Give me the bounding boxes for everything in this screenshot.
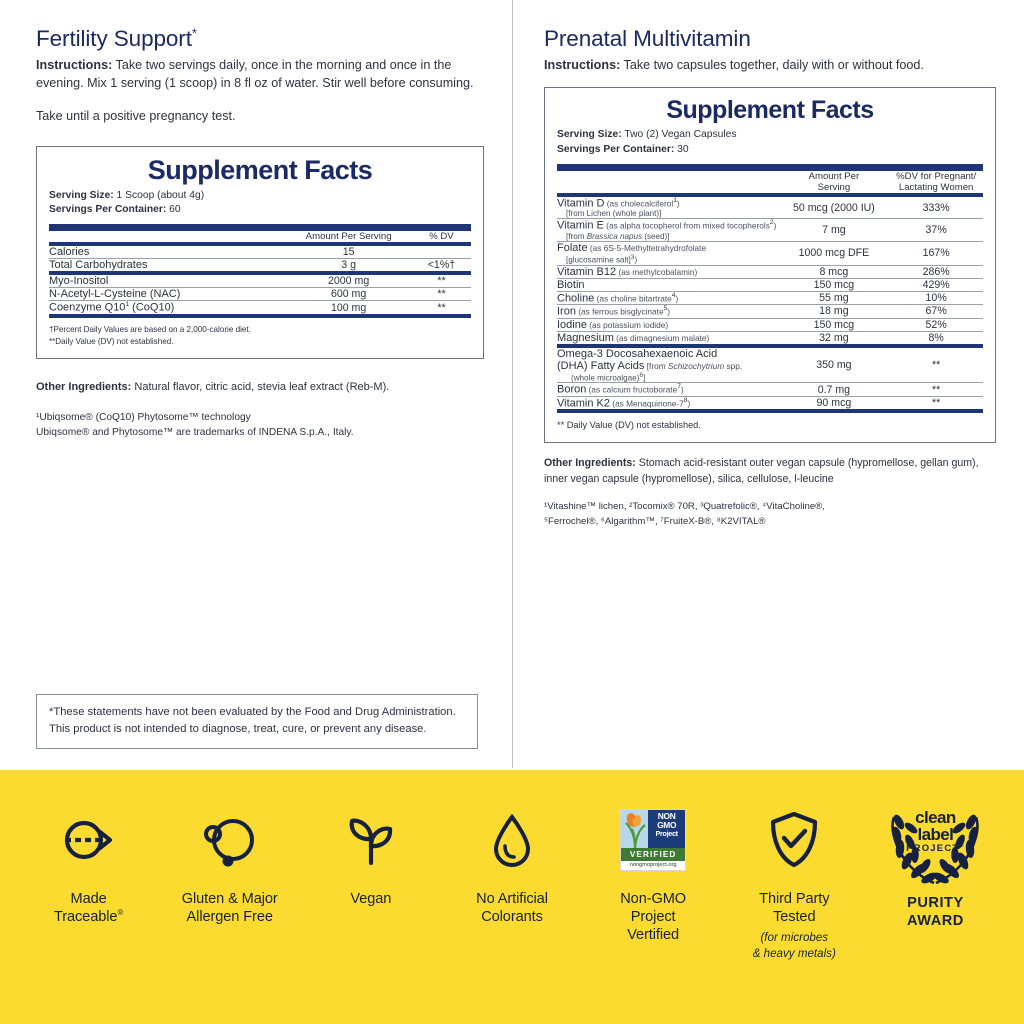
trademark-line-1: ¹Vitashine™ lichen, ²Tocomix® 70R, ³Quatrefolic®, ⁴VitaCholine®,	[544, 501, 825, 513]
badge-made-traceable	[18, 804, 159, 926]
nutrient-name: Iron	[557, 305, 576, 318]
table-row	[557, 305, 983, 318]
table-row	[557, 219, 983, 241]
row-vitamin-e	[557, 219, 983, 241]
take-until-note: Take until a positive pregnancy test.	[36, 109, 236, 124]
nutrition-rows-group1b	[49, 259, 471, 271]
nutrient-dv: **	[437, 275, 446, 288]
wheat-free-icon	[201, 804, 259, 876]
badge-vegan	[300, 804, 441, 908]
seal-butterfly-panel	[621, 810, 648, 848]
badge-label	[620, 890, 686, 945]
header-blank	[49, 231, 285, 242]
row-boron	[557, 383, 983, 396]
water-droplet-icon	[490, 804, 534, 876]
seal-verified-band: VERIFIED	[621, 848, 685, 861]
table-row	[49, 275, 471, 287]
supplement-facts-panel-right	[544, 87, 996, 443]
servings-per-container-line	[49, 203, 471, 217]
nutrient-source-tail: )	[687, 398, 691, 409]
row-vitamin-d	[557, 197, 983, 219]
nutrient-source-detail: [from Lichen (whole plant)]	[566, 209, 662, 219]
disclaimer-line-2: This product is not intended to diagnose, treat, cure, or prevent any disease.	[49, 722, 427, 735]
nutrition-rows-group2c	[49, 301, 471, 314]
clean-label-word-clean: clean	[915, 808, 956, 827]
nutrient-source-tail: )	[676, 198, 680, 209]
instructions-text: Take two capsules together, daily with or without food.	[620, 57, 924, 72]
nutrient-source-tail: )	[680, 384, 684, 395]
seal-top	[621, 810, 685, 848]
footnote-marker: 2	[769, 219, 774, 227]
table-row	[557, 279, 983, 291]
trademark-line-2: Ubiqsome® and Phytosome™ are trademarks of INDENA S.p.A., Italy.	[36, 426, 354, 438]
footnote-dv-not-established: ** Daily Value (DV) not established.	[557, 420, 701, 431]
prenatal-multivitamin-column	[512, 0, 1024, 529]
badge-label-line2: Allergen Free	[186, 909, 273, 926]
nutrient-dv: 37%	[925, 224, 947, 237]
table-row	[557, 319, 983, 331]
trademark-line-2: ⁵Ferrochel®, ⁶Algarithm™, ⁷FruiteX-B®, ⁸K2VITAL®	[544, 515, 766, 527]
table-header-row	[557, 171, 983, 193]
nutrient-dv: **	[932, 358, 941, 371]
supplement-facts-title: Supplement Facts	[666, 96, 874, 125]
supplement-facts-panel-left	[36, 146, 484, 359]
nutrient-source-tail: )	[667, 306, 671, 317]
nutrition-rows-group2a	[49, 275, 471, 287]
nutrient-amount: 15	[342, 246, 355, 259]
detail-italic: Brassica napus	[586, 231, 643, 241]
row-omega3-dha	[557, 348, 983, 383]
serving-size-value: 1 Scoop (about 4g)	[113, 189, 205, 201]
shield-check-icon	[768, 804, 820, 876]
row-biotin	[557, 279, 983, 291]
badge-gluten-allergen-free	[159, 804, 300, 926]
badge-label	[350, 890, 391, 908]
badge-label-line1: Made	[70, 891, 107, 907]
serving-size-line	[49, 189, 471, 203]
table-row	[49, 259, 471, 271]
badge-label-line3: Vertified	[627, 927, 680, 944]
table-row	[557, 197, 983, 219]
traceable-arrow-icon	[57, 804, 121, 876]
header-amount-line2: Serving	[817, 181, 851, 193]
footer-bar	[557, 409, 983, 413]
nutrition-rows-group2b	[49, 288, 471, 300]
other-ingredients-label: Other Ingredients:	[544, 457, 636, 470]
table-row	[557, 242, 983, 265]
table-row	[557, 397, 983, 410]
badge-clean-label-purity-award	[865, 804, 1006, 930]
clean-label-word-label: label	[917, 824, 954, 844]
nutrient-dv: 429%	[922, 278, 950, 291]
footnote-marker: 1	[125, 301, 130, 309]
source-detail	[557, 372, 779, 383]
nutrient-amount: 0.7 mg	[817, 383, 851, 396]
nutrient-source: (as methylcobalamin)	[616, 266, 698, 277]
footnote-marker: 1	[673, 196, 677, 204]
detail-post: (seed)]	[642, 231, 670, 241]
seal-line-project: Project	[655, 828, 678, 838]
other-ingredients-right	[544, 456, 996, 487]
nutrient-name: Vitamin E	[557, 219, 604, 232]
source-post: spp.	[724, 360, 743, 371]
registered-mark: ®	[959, 843, 965, 850]
other-ingredients-text: Stomach acid-resistant outer vegan capsule (hypromellose, gellan gum), inner vegan capsule (hypromellose), silica, cellulose, l-leucine	[544, 457, 979, 485]
table-row	[557, 266, 983, 278]
nutrient-name: Calories	[49, 246, 90, 259]
header-bar	[557, 164, 983, 171]
nutrient-source: (as cholecalciferol	[604, 198, 674, 209]
instructions-left	[36, 56, 484, 93]
fda-disclaimer-box	[36, 694, 478, 749]
header-bar	[49, 224, 471, 231]
badge-label-line1: No Artificial	[476, 891, 548, 907]
badge-sublabel-line1: (for microbes	[760, 931, 829, 945]
table-row	[557, 348, 983, 383]
nutrient-source-tail: )	[675, 293, 679, 304]
row-magnesium	[557, 332, 983, 344]
instructions-label: Instructions:	[544, 57, 621, 72]
header-percent-dv: % DV	[429, 231, 454, 243]
page-title-right: Prenatal Multivitamin	[544, 26, 751, 51]
seal-text-panel	[648, 810, 685, 848]
nutrient-name: Choline	[557, 292, 595, 305]
badge-sublabel	[753, 930, 836, 960]
nutrient-amount: 1000 mcg DFE	[798, 247, 870, 260]
table-row	[49, 301, 471, 314]
nutrient-name: Iodine	[557, 318, 587, 331]
badge-non-gmo-project-verified	[583, 804, 724, 945]
non-gmo-seal-icon	[620, 804, 686, 876]
nutrient-name: Vitamin D	[557, 197, 605, 210]
detail-post: )	[634, 255, 638, 265]
supplement-facts-title: Supplement Facts	[147, 154, 373, 185]
badge-label-line1: Gluten & Major	[181, 891, 278, 907]
servings-per-container-line	[557, 143, 983, 157]
nutrient-dv: **	[932, 383, 941, 396]
nutrient-amount: 100 mg	[330, 301, 367, 314]
header-dv-line1: %DV for Pregnant/	[896, 170, 977, 182]
nutrient-dv: 10%	[925, 291, 947, 304]
table-row	[49, 288, 471, 300]
nutrient-source: (as Menaquinone-7	[610, 398, 684, 409]
badge-sublabel-line2: & heavy metals)	[752, 946, 836, 960]
badge-third-party-tested	[724, 804, 865, 961]
header-amount-per-serving	[779, 171, 890, 193]
nutrient-name: Myo-Inositol	[49, 275, 109, 288]
row-choline	[557, 292, 983, 305]
nutrition-table-right-header	[557, 171, 983, 193]
badge-label	[54, 890, 123, 926]
badge-label-line1: PURITY	[907, 895, 964, 911]
badge-label-line2: Project	[630, 909, 676, 926]
nutrient-source: (as dimagnesium malate)	[613, 332, 710, 343]
footnote-marker: 7	[677, 383, 681, 391]
footnote-marker: 3	[630, 253, 635, 261]
nutrient-amount: 150 mcg	[813, 278, 855, 291]
project-text: PROJECT	[906, 843, 960, 855]
other-ingredients-text: Natural flavor, citric acid, stevia leaf extract (Reb-M).	[131, 380, 390, 393]
footnote-marker: 4	[671, 291, 676, 299]
source-pre: [from	[644, 360, 668, 371]
other-ingredients-label: Other Ingredients:	[36, 380, 132, 393]
butterfly-grass-graphic	[623, 810, 648, 848]
badge-label	[182, 890, 278, 926]
nutrient-source: (as choline bitartrate	[594, 293, 672, 304]
badge-label	[907, 894, 964, 930]
footnote-dv-not-established: **Daily Value (DV) not established.	[49, 337, 174, 347]
nutrient-dv: 333%	[922, 201, 950, 214]
product-title-text: Fertility Support	[36, 26, 192, 51]
nutrient-amount: 50 mcg (2000 IU)	[792, 201, 875, 214]
badge-label-line2: Traceable	[53, 909, 118, 926]
row-iodine	[557, 319, 983, 331]
nutrient-name: Total Carbohydrates	[49, 259, 148, 272]
nutrient-amount: 150 mcg	[813, 318, 855, 331]
nutrition-rows-group1	[49, 246, 471, 258]
nutrient-name: Folate	[557, 241, 588, 254]
nutrient-amount: 2000 mg	[327, 275, 370, 288]
badge-label-line1: Third Party	[759, 891, 830, 907]
nutrient-amount: 55 mg	[819, 291, 849, 304]
row-vitamin-b12	[557, 266, 983, 278]
seal-url: nongmoproject.org	[629, 862, 677, 868]
servings-label: Servings Per Container:	[49, 204, 167, 216]
nutrient-source: (as calcium fructoborate	[586, 384, 678, 395]
trademark-line-1: ¹Ubiqsome® (CoQ10) Phytosome™ technology	[36, 411, 251, 423]
fertility-support-column	[0, 0, 512, 440]
nutrient-source: (as ferrous bisglycinate	[575, 306, 664, 317]
table-row	[557, 332, 983, 344]
instructions-right	[544, 56, 996, 74]
nutrient-amount: 90 mcg	[816, 397, 852, 410]
badge-label-line1: Vegan	[350, 891, 392, 907]
nutrient-source-tail: )	[773, 220, 777, 231]
badge-label-line1: Non-GMO	[620, 891, 687, 907]
table-row	[557, 383, 983, 396]
detail-text: [glucosamine salt]	[566, 255, 631, 265]
nutrition-table-left	[49, 231, 471, 242]
nutrient-source: (as alpha tocopherol from mixed tocopherols	[603, 220, 770, 231]
header-amount-line1: Amount Per	[808, 170, 860, 182]
row-vitamin-k2	[557, 397, 983, 410]
nutrient-name: Vitamin K2	[557, 397, 610, 410]
badge-label	[476, 890, 548, 926]
nutrient-dv: **	[437, 288, 446, 301]
nutrient-source-detail	[557, 254, 779, 265]
nutrient-dv: **	[437, 301, 446, 314]
nutrient-name: Magnesium	[557, 331, 614, 344]
servings-value: 60	[166, 204, 181, 216]
badge-label-line2: Colorants	[481, 909, 543, 926]
nutrient-name: Biotin	[557, 278, 585, 291]
disclaimer-line-1: *These statements have not been evaluated by the Food and Drug Administration.	[49, 706, 456, 718]
nutrient-amount: 600 mg	[330, 288, 367, 301]
nutrient-source: (as potassium iodide)	[586, 319, 669, 330]
nutrient-dv: 67%	[925, 305, 947, 318]
instructions-label: Instructions:	[36, 57, 113, 72]
serving-size-label: Serving Size:	[49, 189, 114, 201]
nutrient-dv	[412, 246, 471, 258]
nutrient-name: Vitamin B12	[557, 265, 617, 278]
nutrient-dv: <1%†	[427, 259, 456, 272]
nutrient-dv: 286%	[922, 265, 950, 278]
nutrient-name-tail: (CoQ10)	[129, 301, 175, 314]
nutrient-name: Coenzyme Q10	[49, 301, 126, 314]
servings-value: 30	[674, 143, 689, 155]
header-percent-dv	[889, 171, 983, 193]
instructions-text: Take two servings daily, once in the morning and once in the evening. Mix 1 serving (1 scoop) in 8 fl oz of water. Stir well before consuming.	[36, 57, 474, 91]
spacer	[36, 92, 484, 107]
serving-size-line	[557, 128, 983, 142]
nutrient-source-detail	[557, 232, 779, 241]
badge-label-line2: AWARD	[907, 913, 964, 930]
nutrient-name-line1: Omega-3 Docosahexaenoic Acid	[557, 347, 718, 360]
row-folate	[557, 242, 983, 265]
footnote-marker: 5	[663, 305, 668, 313]
detail-text: (whole microalgae)	[571, 373, 640, 383]
clean-label-word-project	[879, 843, 991, 854]
clean-label-purity-award-icon	[879, 804, 991, 888]
nutrient-dv: 167%	[922, 247, 950, 260]
nutrient-name-line2: (DHA) Fatty Acids	[557, 359, 645, 372]
certification-badges-bar	[0, 770, 1024, 1024]
source-italic: Schizochytrium	[667, 360, 725, 371]
nutrient-amount: 3 g	[341, 259, 356, 272]
non-gmo-seal	[620, 809, 686, 871]
nutrient-name: Boron	[557, 383, 587, 396]
detail-pre: [from	[566, 231, 587, 241]
other-ingredients-left	[36, 380, 484, 396]
table-row	[557, 292, 983, 305]
footnote-daily-values: †Percent Daily Values are based on a 2,000-calorie diet.	[49, 324, 251, 334]
header-blank	[557, 171, 779, 193]
header-dv-line2: Lactating Women	[898, 181, 974, 193]
serving-size-label: Serving Size:	[557, 129, 622, 141]
plant-sprout-icon	[346, 804, 396, 876]
nutrient-source: (as 6S-5-Methyltetrahydrofolate	[587, 242, 707, 253]
nutrient-dv: 8%	[928, 331, 944, 344]
badge-label-line2: Tested	[773, 909, 816, 926]
registered-mark: ®	[117, 908, 124, 918]
table-header-row	[49, 231, 471, 242]
nutrient-amount: 32 mg	[819, 331, 849, 344]
nutrient-dv: 52%	[925, 318, 947, 331]
badge-no-artificial-colorants	[441, 804, 582, 926]
header-amount-per-serving: Amount Per Serving	[305, 231, 392, 243]
nutrient-amount: 8 mcg	[819, 265, 849, 278]
footnote-marker: 8	[683, 396, 688, 404]
servings-label: Servings Per Container:	[557, 143, 675, 155]
seal-line-gmo: GMO	[657, 819, 677, 830]
nutrient-name: N-Acetyl-L-Cysteine (NAC)	[49, 288, 181, 301]
nutrient-amount: 350 mg	[816, 358, 852, 371]
page-title-left	[36, 26, 484, 52]
asterisk-mark: *	[191, 25, 197, 41]
badge-label	[759, 890, 829, 926]
row-iron	[557, 305, 983, 318]
nutrient-amount: 18 mg	[819, 305, 849, 318]
footnote-marker: 6	[639, 371, 644, 379]
footer-bar	[49, 314, 471, 318]
nutrient-dv: **	[932, 397, 941, 410]
seal-line-non: NON	[657, 811, 676, 821]
table-row	[49, 246, 471, 258]
detail-post: ]	[643, 373, 646, 383]
serving-size-value: Two (2) Vegan Capsules	[621, 129, 737, 141]
nutrient-amount: 7 mg	[822, 224, 846, 237]
